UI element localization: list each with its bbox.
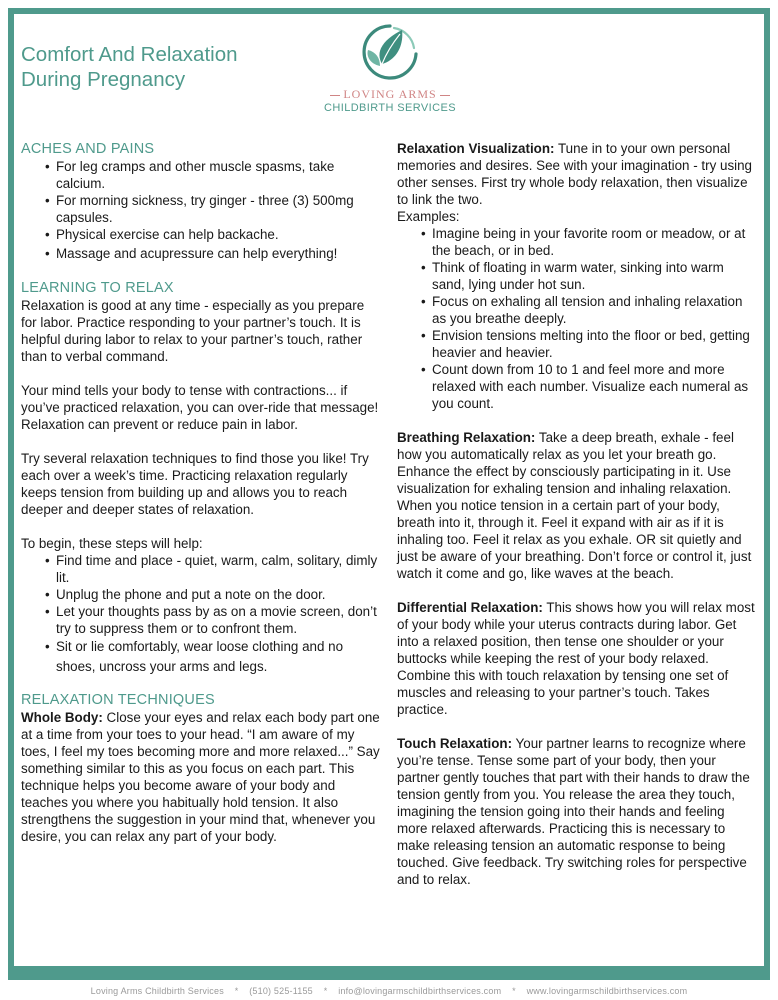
list-item: • Count down from 10 to 1 and feel more and more relaxed with each number. Visualize each numeral as you count. bbox=[432, 361, 757, 412]
logo bbox=[320, 18, 460, 122]
list-item: • Find time and place - quiet, warm, calm, solitary, dimly lit. bbox=[56, 552, 383, 586]
logo-rule-left bbox=[330, 95, 340, 96]
list-item: • For leg cramps and other muscle spasms, take calcium. bbox=[56, 158, 383, 192]
breathing-label: Breathing Relaxation: bbox=[397, 430, 536, 445]
whole-body-label: Whole Body: bbox=[21, 710, 103, 725]
list-item: • Physical exercise can help backache. bbox=[56, 226, 383, 243]
list-item: • Unplug the phone and put a note on the door. bbox=[56, 586, 383, 603]
breathing-text: Take a deep breath, exhale - feel how you automatically relax as you let your breath go. Enhance the effect by consciously participating in it. Use visualization for exhaling tension and inhaling relaxation. When you notice tension in a certain part of your body, breath into it, through it. Feel it expand with air as if it is inhaling too. Feel it relax as you exhale. OR sit quietly and just be aware of your breathing. Don’t force or control it, just watch it come and go, like waves at the beach. bbox=[397, 430, 752, 581]
title-line-2: During Pregnancy bbox=[21, 68, 186, 91]
learning-heading: LEARNING TO RELAX bbox=[21, 280, 174, 296]
visualization-label: Relaxation Visualization: bbox=[397, 141, 555, 156]
differential-label: Differential Relaxation: bbox=[397, 600, 543, 615]
footer-contact: Loving Arms Childbirth Services * (510) 525-1155 * info@lovingarmschildbirthservices.com * www.lovingarmschildbirthservices.com bbox=[90, 986, 688, 996]
differential-paragraph bbox=[397, 599, 757, 718]
touch-paragraph bbox=[397, 735, 757, 888]
examples-label: Examples: bbox=[397, 209, 460, 224]
aches-list bbox=[21, 158, 383, 262]
breathing-paragraph bbox=[397, 429, 757, 582]
list-item: • Sit or lie comfortably, wear loose clothing and no shoes, uncross your arms and legs. bbox=[56, 637, 383, 677]
learning-paragraph-3: Try several relaxation techniques to find those you like! Try each over a week’s time. Practicing relaxation regularly keeps tension from building up and allows you to reach deeper and deeper states of relaxation. bbox=[21, 451, 369, 517]
left-column bbox=[21, 140, 383, 845]
list-item: • For morning sickness, try ginger - three (3) 500mg capsules. bbox=[56, 192, 383, 226]
whole-body-text: Close your eyes and relax each body part one at a time from your toes to your head. “I am aware of my toes, I feel my toes becoming more and more relaxed...” Say something similar to this as you focus on each part. This technique helps you become aware of your body and teaches you where you habitually hold tension. It also strengthens the suggestion in your mind that, whenever you desire, you can relax any part of your body. bbox=[21, 710, 380, 844]
learning-paragraph-2: Your mind tells your body to tense with contractions... if you’ve practiced relaxation, you can over-ride that message! Relaxation can prevent or reduce pain in labor. bbox=[21, 383, 379, 432]
list-item: • Imagine being in your favorite room or meadow, or at the beach, or in bed. bbox=[432, 225, 757, 259]
leaf-logo-icon bbox=[360, 20, 420, 84]
list-item: • Massage and acupressure can help everything! bbox=[56, 245, 383, 262]
touch-text: Your partner learns to recognize where you’re tense. Tense some part of your body, then your partner gently touches that part with their hands to draw the tension gently from you. You release the area they touch, imagining the tension going into their hands and feeling more relaxed afterwards. Practicing this is necessary to make releasing tension an automatic response to being touched. Give feedback. Try switching roles for perspective and to relax. bbox=[397, 736, 750, 887]
touch-label: Touch Relaxation: bbox=[397, 736, 513, 751]
visualization-text: Tune in to your own personal memories and desires. See with your imagination - try using other senses. First try whole body relaxation, then visualize to link the two. bbox=[397, 141, 753, 207]
aches-heading: ACHES AND PAINS bbox=[21, 141, 155, 157]
logo-subtitle: CHILDBIRTH SERVICES bbox=[324, 102, 456, 114]
right-column bbox=[397, 140, 757, 888]
steps-list bbox=[21, 552, 383, 677]
learning-paragraph-4: To begin, these steps will help: bbox=[21, 536, 203, 551]
whole-body-paragraph bbox=[21, 709, 383, 845]
visualization-paragraph bbox=[397, 140, 757, 208]
differential-text: This shows how you will relax most of your body while your uterus contracts during labor. Get into a relaxed position, then tense one shoulder or your buttocks while keeping the rest of your body relaxed. Combine this with touch relaxation by tensing one set of muscles and releasing to your partner’s touch. Takes practice. bbox=[397, 600, 755, 717]
list-item: • Think of floating in warm water, sinking into warm sand, lying under hot sun. bbox=[432, 259, 757, 293]
examples-list bbox=[397, 225, 757, 412]
page-body bbox=[14, 14, 764, 966]
title-line-1: Comfort And Relaxation bbox=[21, 43, 238, 66]
list-item: • Focus on exhaling all tension and inhaling relaxation as you breathe deeply. bbox=[432, 293, 757, 327]
techniques-heading: RELAXATION TECHNIQUES bbox=[21, 692, 215, 708]
list-item: • Let your thoughts pass by as on a movie screen, don’t try to suppress them or to confront them. bbox=[56, 603, 383, 637]
learning-paragraph-1: Relaxation is good at any time - especially as you prepare for labor. Practice responding to your partner’s touch. It is helpful during labor to relax to your partner’s touch, rather than to verbal command. bbox=[21, 298, 365, 364]
logo-name: LOVING ARMS bbox=[343, 87, 437, 101]
logo-rule-right bbox=[440, 95, 450, 96]
page-title bbox=[21, 42, 238, 92]
list-item: • Envision tensions melting into the floor or bed, getting heavier and heavier. bbox=[432, 327, 757, 361]
